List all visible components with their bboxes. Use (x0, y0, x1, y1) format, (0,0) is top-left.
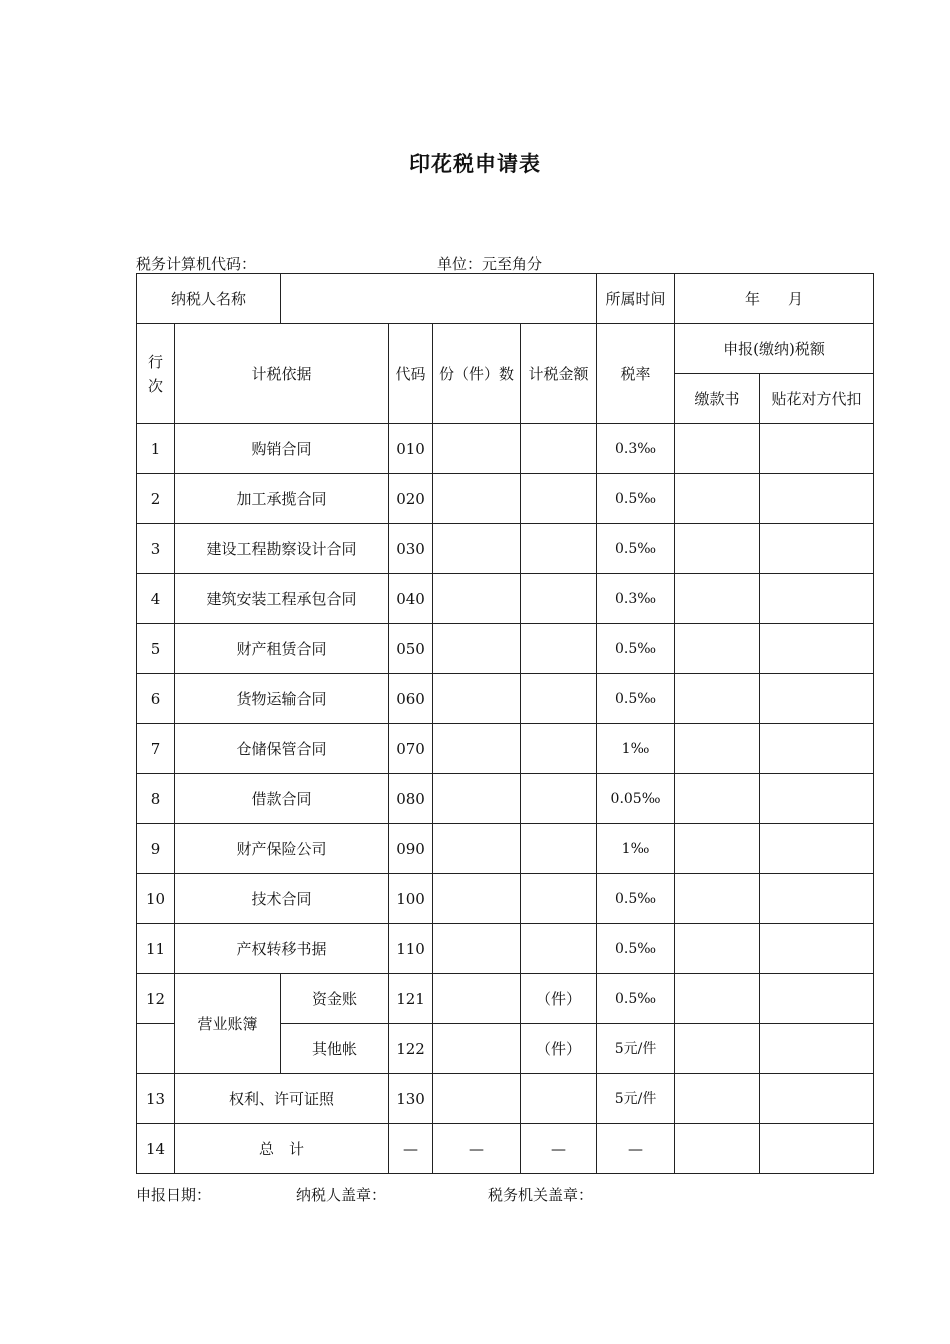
row-amount[interactable] (521, 624, 597, 674)
row-rate: 1‰ (597, 724, 675, 774)
taxpayer-name-field[interactable] (281, 274, 597, 324)
col-rate: 税率 (597, 324, 675, 424)
row-stamp-withhold[interactable] (760, 874, 874, 924)
row-stamp-withhold[interactable] (760, 974, 874, 1024)
row-amount[interactable]: （件） (521, 974, 597, 1024)
row-amount[interactable] (521, 724, 597, 774)
row-rate: 0.3‰ (597, 424, 675, 474)
total-rate-dash: — (597, 1124, 675, 1174)
row-rate: 1‰ (597, 824, 675, 874)
row-no: 4 (137, 574, 175, 624)
row-payment-book[interactable] (675, 874, 760, 924)
stamp-tax-table (136, 273, 874, 1174)
row-count[interactable] (433, 1024, 521, 1074)
row-name: 仓储保管合同 (175, 724, 389, 774)
row-count[interactable] (433, 874, 521, 924)
row-code: 121 (389, 974, 433, 1024)
row-payment-book[interactable] (675, 524, 760, 574)
row-no: 8 (137, 774, 175, 824)
table-row (137, 624, 874, 674)
period-field[interactable] (675, 274, 874, 324)
row-code: 130 (389, 1074, 433, 1124)
row-payment-book[interactable] (675, 774, 760, 824)
row-rate: 0.5‰ (597, 874, 675, 924)
row-amount[interactable] (521, 824, 597, 874)
col-declared: 申报(缴纳)税额 (675, 324, 874, 374)
row-code: 100 (389, 874, 433, 924)
row-count[interactable] (433, 674, 521, 724)
row-stamp-withhold[interactable] (760, 824, 874, 874)
row-code: 020 (389, 474, 433, 524)
row-no: 5 (137, 624, 175, 674)
taxpayer-row (137, 274, 874, 324)
row-name: 其他帐 (281, 1024, 389, 1074)
table-row (137, 824, 874, 874)
col-stamp-withhold: 贴花对方代扣 (760, 374, 874, 424)
row-amount[interactable]: （件） (521, 1024, 597, 1074)
row-code: 110 (389, 924, 433, 974)
row-rate: 0.05‰ (597, 774, 675, 824)
col-basis: 计税依据 (175, 324, 389, 424)
declare-date-label: 申报日期： (136, 1186, 212, 1204)
row-no: 2 (137, 474, 175, 524)
row-code: 010 (389, 424, 433, 474)
taxpayer-seal-label: 纳税人盖章： (296, 1186, 387, 1204)
row-rate: 0.5‰ (597, 474, 675, 524)
form-title: 印花税申请表 (409, 152, 541, 176)
ledger-row-1 (137, 974, 874, 1024)
col-count: 份（件）数 (433, 324, 521, 424)
col-amount: 计税金额 (521, 324, 597, 424)
row-code: 090 (389, 824, 433, 874)
row-count[interactable] (433, 574, 521, 624)
row-amount[interactable] (521, 574, 597, 624)
row-name: 货物运输合同 (175, 674, 389, 724)
row-count[interactable] (433, 924, 521, 974)
total-payment-book[interactable] (675, 1124, 760, 1174)
row-name: 资金账 (281, 974, 389, 1024)
row-code: 040 (389, 574, 433, 624)
period-month: 月 (788, 289, 804, 308)
period-label: 所属时间 (597, 274, 675, 324)
col-payment-book: 缴款书 (675, 374, 760, 424)
row-rate: 0.5‰ (597, 624, 675, 674)
row-rate: 0.5‰ (597, 924, 675, 974)
row-no: 3 (137, 524, 175, 574)
col-code: 代码 (389, 324, 433, 424)
row-name: 建筑安装工程承包合同 (175, 574, 389, 624)
row-name: 权利、许可证照 (175, 1074, 389, 1124)
row-stamp-withhold[interactable] (760, 774, 874, 824)
total-amount-dash: — (521, 1124, 597, 1174)
row-name: 购销合同 (175, 424, 389, 474)
row-name: 加工承揽合同 (175, 474, 389, 524)
row-payment-book[interactable] (675, 574, 760, 624)
row-rate: 5元/件 (597, 1074, 675, 1124)
row-stamp-withhold[interactable] (760, 524, 874, 574)
row-stamp-withhold[interactable] (760, 724, 874, 774)
license-row (137, 1074, 874, 1124)
row-amount[interactable] (521, 924, 597, 974)
taxpayer-name-label: 纳税人名称 (137, 274, 281, 324)
row-rate: 0.3‰ (597, 574, 675, 624)
row-no: 10 (137, 874, 175, 924)
row-rate: 5元/件 (597, 1024, 675, 1074)
row-stamp-withhold[interactable] (760, 424, 874, 474)
row-code: 070 (389, 724, 433, 774)
row-amount[interactable] (521, 1074, 597, 1124)
row-amount[interactable] (521, 424, 597, 474)
row-code: 080 (389, 774, 433, 824)
row-count[interactable] (433, 624, 521, 674)
row-no: 12 (137, 974, 175, 1024)
row-payment-book[interactable] (675, 974, 760, 1024)
row-payment-book[interactable] (675, 924, 760, 974)
row-payment-book[interactable] (675, 1074, 760, 1124)
row-no: 11 (137, 924, 175, 974)
row-stamp-withhold[interactable] (760, 674, 874, 724)
row-code: 122 (389, 1024, 433, 1074)
row-stamp-withhold[interactable] (760, 1074, 874, 1124)
row-stamp-withhold[interactable] (760, 474, 874, 524)
row-name: 借款合同 (175, 774, 389, 824)
table-row (137, 874, 874, 924)
row-amount[interactable] (521, 874, 597, 924)
table-row (137, 674, 874, 724)
table-row (137, 774, 874, 824)
row-stamp-withhold[interactable] (760, 1024, 874, 1074)
table-row (137, 424, 874, 474)
table-row (137, 724, 874, 774)
row-name: 建设工程勘察设计合同 (175, 524, 389, 574)
row-payment-book[interactable] (675, 824, 760, 874)
row-payment-book[interactable] (675, 624, 760, 674)
row-code: 050 (389, 624, 433, 674)
row-payment-book[interactable] (675, 1024, 760, 1074)
total-stamp-withhold[interactable] (760, 1124, 874, 1174)
column-header-row (137, 324, 874, 374)
row-count[interactable] (433, 1074, 521, 1124)
row-count[interactable] (433, 774, 521, 824)
row-payment-book[interactable] (675, 674, 760, 724)
row-count[interactable] (433, 424, 521, 474)
row-payment-book[interactable] (675, 424, 760, 474)
period-year: 年 (745, 289, 761, 308)
row-rate: 0.5‰ (597, 974, 675, 1024)
row-no: 13 (137, 1074, 175, 1124)
row-no: 9 (137, 824, 175, 874)
row-payment-book[interactable] (675, 724, 760, 774)
total-count-dash: — (433, 1124, 521, 1174)
row-code: 060 (389, 674, 433, 724)
table-row (137, 924, 874, 974)
row-name: 财产租赁合同 (175, 624, 389, 674)
row-amount[interactable] (521, 774, 597, 824)
row-name: 技术合同 (175, 874, 389, 924)
row-no: 7 (137, 724, 175, 774)
row-payment-book[interactable] (675, 474, 760, 524)
row-no: 14 (137, 1124, 175, 1174)
total-code-dash: — (389, 1124, 433, 1174)
unit-label: 单位：元至角分 (437, 255, 543, 273)
row-stamp-withhold[interactable] (760, 624, 874, 674)
row-amount[interactable] (521, 674, 597, 724)
table-row (137, 574, 874, 624)
total-row (137, 1124, 874, 1174)
authority-seal-label: 税务机关盖章： (488, 1186, 594, 1204)
row-no: 6 (137, 674, 175, 724)
total-label: 总 计 (175, 1124, 389, 1174)
row-count[interactable] (433, 524, 521, 574)
row-stamp-withhold[interactable] (760, 924, 874, 974)
row-code: 030 (389, 524, 433, 574)
row-count[interactable] (433, 474, 521, 524)
ledger-group-name: 营业账簿 (175, 974, 281, 1074)
row-rate: 0.5‰ (597, 524, 675, 574)
row-count[interactable] (433, 974, 521, 1024)
row-name: 财产保险公司 (175, 824, 389, 874)
row-rate: 0.5‰ (597, 674, 675, 724)
row-no: 1 (137, 424, 175, 474)
row-amount[interactable] (521, 474, 597, 524)
row-no (137, 1024, 175, 1074)
row-count[interactable] (433, 824, 521, 874)
row-count[interactable] (433, 724, 521, 774)
row-name: 产权转移书据 (175, 924, 389, 974)
col-row-no: 行次 (137, 324, 175, 424)
tax-code-label: 税务计算机代码： (136, 255, 257, 273)
table-row (137, 524, 874, 574)
row-amount[interactable] (521, 524, 597, 574)
table-row (137, 474, 874, 524)
row-stamp-withhold[interactable] (760, 574, 874, 624)
